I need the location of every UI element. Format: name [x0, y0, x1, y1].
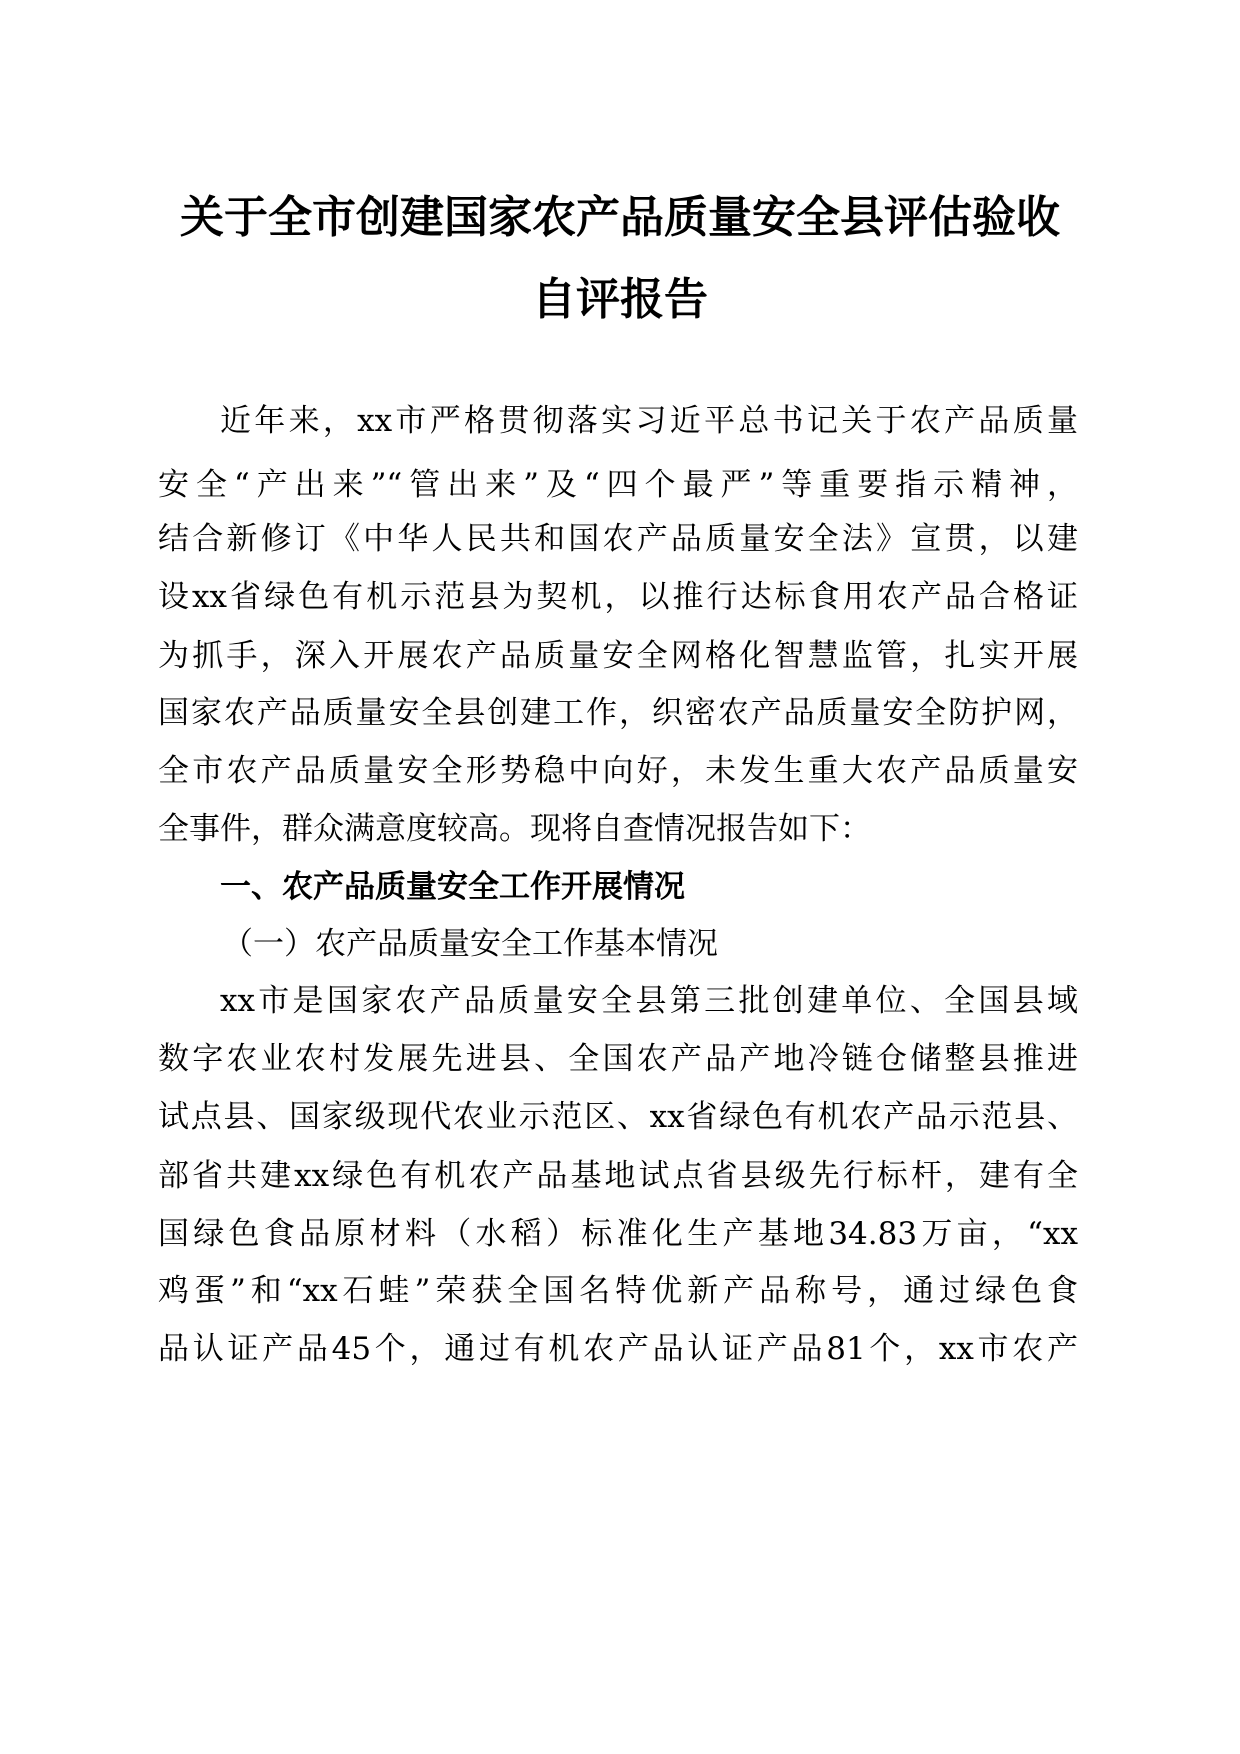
section1-line-4: 部省共建xx绿色有机农产品基地试点省县级先行标杆，建有全	[158, 1158, 1078, 1194]
section1-line-3: 试点县、国家级现代农业示范区、xx省绿色有机农产品示范县、	[158, 1099, 1078, 1135]
section1-line-5: 国绿色食品原材料（水稻）标准化生产基地34.83万亩，“xx	[158, 1216, 1078, 1252]
intro-line-1: 近年来，xx市严格贯彻落实习近平总书记关于农产品质量	[220, 403, 1078, 439]
intro-line-4: 设xx省绿色有机示范县为契机，以推行达标食用农产品合格证	[158, 579, 1078, 615]
subsection-heading-1: （一）农产品质量安全工作基本情况	[222, 926, 718, 962]
section-heading-1: 一、农产品质量安全工作开展情况	[220, 869, 685, 905]
section1-line-2: 数字农业农村发展先进县、全国农产品产地冷链仓储整县推进	[158, 1041, 1078, 1077]
intro-line-8: 全事件，群众满意度较高。现将自查情况报告如下：	[158, 811, 871, 847]
section1-line-6: 鸡蛋”和“xx石蛙”荣获全国名特优新产品称号，通过绿色食	[158, 1273, 1078, 1309]
intro-line-2: 安全“产出来”“管出来”及“四个最严”等重要指示精神，	[158, 467, 1078, 503]
section1-line-7: 品认证产品45个，通过有机农产品认证产品81个，xx市农产	[158, 1331, 1078, 1367]
section1-line-1: xx市是国家农产品质量安全县第三批创建单位、全国县域	[220, 983, 1078, 1019]
intro-line-6: 国家农产品质量安全县创建工作，织密农产品质量安全防护网，	[158, 695, 1078, 731]
intro-line-7: 全市农产品质量安全形势稳中向好，未发生重大农产品质量安	[158, 753, 1078, 789]
document-title-line-1: 关于全市创建国家农产品质量安全县评估验收	[180, 192, 1060, 243]
intro-line-3: 结合新修订《中华人民共和国农产品质量安全法》宣贯，以建	[158, 521, 1078, 557]
document-title-line-2: 自评报告	[532, 274, 708, 325]
intro-line-5: 为抓手，深入开展农产品质量安全网格化智慧监管，扎实开展	[158, 638, 1078, 674]
